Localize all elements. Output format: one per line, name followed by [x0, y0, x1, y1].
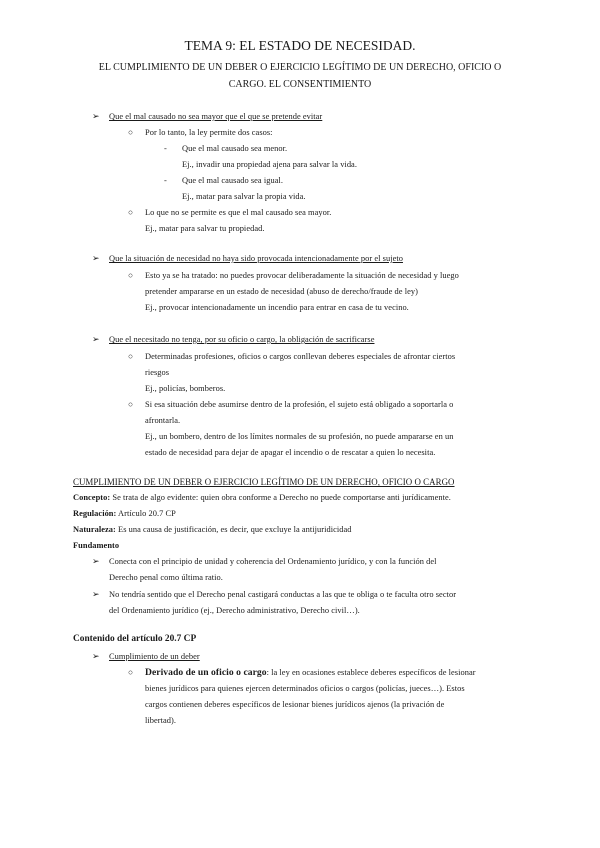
req1-case-2: Que el mal causado sea igual. [182, 176, 283, 185]
req3-b-line-1: Si esa situación debe asumirse dentro de la profesión, el sujeto está obligado a soportarla o [145, 400, 454, 409]
req1-text-2-example: Ej., matar para salvar tu propiedad. [145, 224, 265, 233]
page-subtitle-line-2: CARGO. EL CONSENTIMIENTO [228, 79, 372, 90]
circle-bullet-icon: ○ [128, 400, 134, 409]
derivado-line-4: libertad). [145, 716, 176, 725]
section-3-subheading: Cumplimiento de un deber [109, 652, 200, 661]
req1-text-1: Por lo tanto, la ley permite dos casos: [145, 128, 273, 137]
req2-line-1: Esto ya se ha tratado: no puedes provocar deliberadamente la situación de necesidad y luego [145, 271, 459, 280]
arrow-bullet-icon: ➢ [92, 589, 100, 599]
fundamento-2-line-1: No tendría sentido que el Derecho penal castigará conductas a las que te obliga o te faculta otro sector [109, 590, 457, 599]
req3-a-line-3: Ej., policías, bomberos. [145, 384, 226, 393]
req3-a-line-2: riesgos [145, 368, 170, 377]
req1-case-1: Que el mal causado sea menor. [182, 144, 288, 153]
req1-text-2: Lo que no se permite es que el mal causado sea mayor. [145, 208, 332, 217]
dash-bullet-icon: - [164, 144, 167, 153]
naturaleza-label: Naturaleza: [73, 525, 116, 534]
derivado-line-1: : la ley en ocasiones establece deberes específicos de lesionar [266, 668, 476, 677]
arrow-bullet-icon: ➢ [92, 334, 100, 344]
req3-b-line-3: Ej., un bombero, dentro de los límites normales de su profesión, no puede ampararse en un [145, 432, 454, 441]
circle-bullet-icon: ○ [128, 208, 134, 217]
req2-line-2: pretender ampararse en un estado de necesidad (abuso de derecho/fraude de ley) [145, 287, 418, 296]
fundamento-2-line-2: del Ordenamiento jurídico (ej., Derecho administrativo, Derecho civil…). [109, 606, 360, 615]
fundamento-1-line-1: Conecta con el principio de unidad y coherencia del Ordenamiento jurídico, y con la función del [109, 557, 437, 566]
req2-line-3: Ej., provocar intencionadamente un incendio para entrar en casa de tu vecino. [145, 303, 409, 312]
req3-a-line-1: Determinadas profesiones, oficios o cargos conllevan deberes especiales de afrontar ciertos [145, 352, 456, 361]
section-3-heading: Contenido del artículo 20.7 CP [73, 634, 197, 644]
derivado-line-2: bienes jurídicos para quienes ejercen determinados oficios o cargos (policías, jueces…). Estos [145, 684, 465, 693]
naturaleza-text: Es una causa de justificación, es decir, que excluye la antijuridicidad [118, 525, 352, 534]
dash-bullet-icon: - [164, 176, 167, 185]
arrow-bullet-icon: ➢ [92, 556, 100, 566]
concepto-label: Concepto: [73, 493, 111, 502]
fundamento-label: Fundamento [73, 541, 120, 550]
requirement-1-heading: Que el mal causado no sea mayor que el que se pretende evitar [109, 112, 323, 121]
requirement-2-heading: Que la situación de necesidad no haya sido provocada intencionadamente por el sujeto [109, 254, 403, 263]
arrow-bullet-icon: ➢ [92, 651, 100, 661]
circle-bullet-icon: ○ [128, 352, 134, 361]
page-title: TEMA 9: EL ESTADO DE NECESIDAD. [184, 38, 416, 53]
req1-case-1-example: Ej., invadir una propiedad ajena para salvar la vida. [182, 160, 357, 169]
regulacion-text: Artículo 20.7 CP [118, 509, 176, 518]
arrow-bullet-icon: ➢ [92, 111, 100, 121]
circle-bullet-icon: ○ [128, 668, 134, 677]
req1-case-2-example: Ej., matar para salvar la propia vida. [182, 192, 306, 201]
circle-bullet-icon: ○ [128, 271, 134, 280]
req3-b-line-4: estado de necesidad para dejar de apagar el incendio o de rescatar a quien lo necesita. [145, 448, 436, 457]
section-2-heading: CUMPLIMIENTO DE UN DEBER O EJERCICIO LEGÍTIMO DE UN DERECHO, OFICIO O CARGO [73, 477, 455, 487]
page-subtitle-line-1: EL CUMPLIMIENTO DE UN DEBER O EJERCICIO LEGÍTIMO DE UN DERECHO, OFICIO O [98, 62, 502, 73]
derivado-line-3: cargos contienen deberes específicos de lesionar bienes jurídicos ajenos (la privación de [145, 700, 445, 709]
arrow-bullet-icon: ➢ [92, 253, 100, 263]
concepto-text: Se trata de algo evidente: quien obra conforme a Derecho no puede comportarse anti jurídicamente. [112, 493, 451, 502]
fundamento-1-line-2: Derecho penal como última ratio. [109, 573, 223, 582]
requirement-3-heading: Que el necesitado no tenga, por su oficio o cargo, la obligación de sacrificarse [109, 335, 375, 344]
req3-b-line-2: afrontarla. [145, 416, 181, 425]
regulacion-label: Regulación: [73, 509, 117, 518]
derivado-label: Derivado de un oficio o cargo [145, 667, 267, 678]
circle-bullet-icon: ○ [128, 128, 134, 137]
